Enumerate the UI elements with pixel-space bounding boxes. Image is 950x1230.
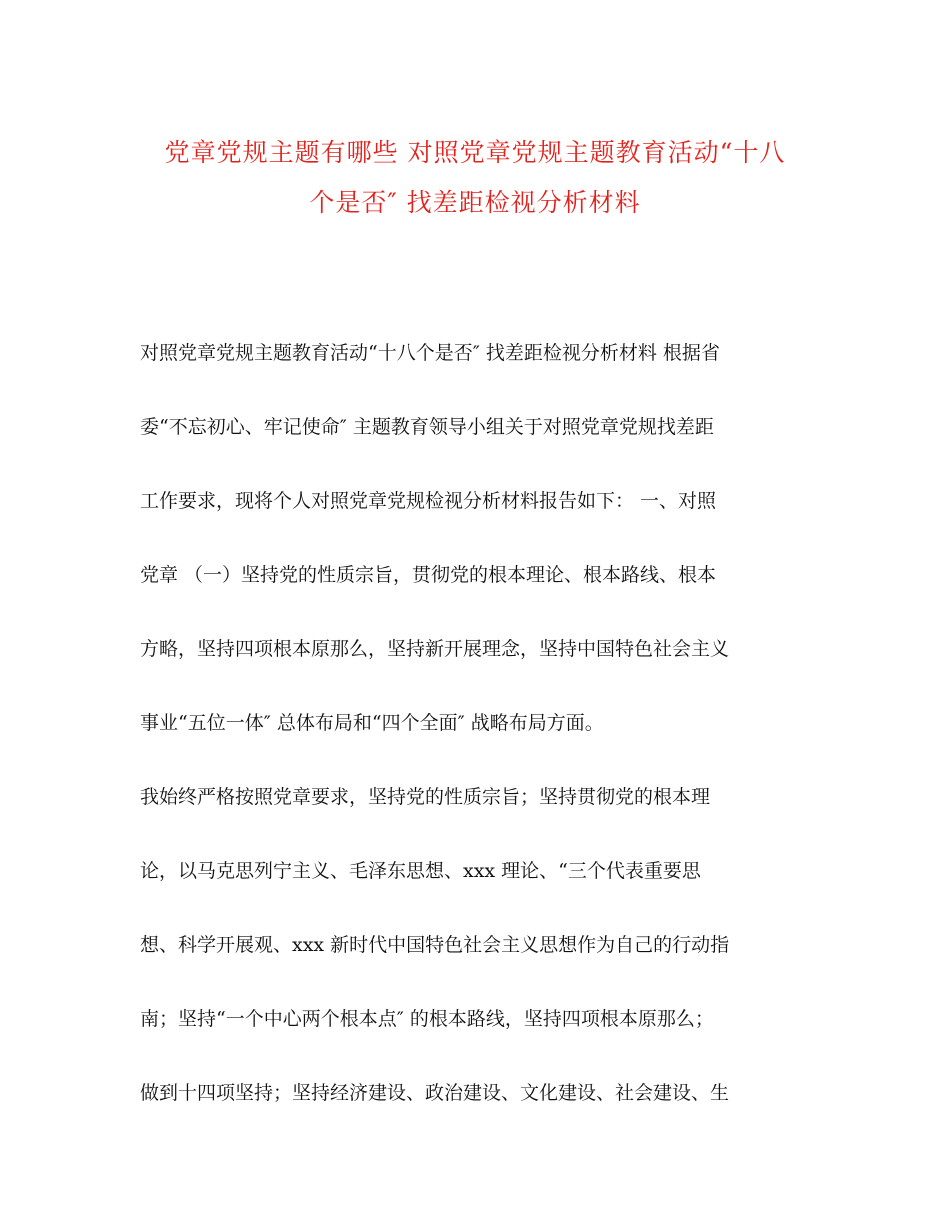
body-line-2: 委“不忘初心、牢记使命″ 主题教育领导小组关于对照党章党规找差距: [140, 416, 714, 438]
body-line-6: 事业“五位一体″ 总体布局和“四个全面″ 战略布局方面。: [140, 712, 604, 734]
body-line-4: 党章 （一）坚持党的性质宗旨，贯彻党的根本理论、根本路线、根本: [140, 564, 717, 586]
body-line-9: 想、科学开展观、xxx 新时代中国特色社会主义思想作为自己的行动指: [140, 934, 730, 956]
title-line-1: 党章党规主题有哪些 对照党章党规主题教育活动“十八: [164, 138, 786, 167]
body-line-3: 工作要求，现将个人对照党章党规检视分析材料报告如下： 一、对照: [140, 490, 717, 512]
body-line-11: 做到十四项坚持；坚持经济建设、政治建设、文化建设、社会建设、生: [140, 1082, 730, 1104]
body-line-10: 南；坚持“一个中心两个根本点″ 的根本路线，坚持四项根本原那么；: [140, 1008, 714, 1030]
body-line-5: 方略，坚持四项根本原那么，坚持新开展理念，坚持中国特色社会主义: [140, 638, 730, 660]
document-title: [120, 128, 830, 228]
body-line-7: 我始终严格按照党章要求，坚持党的性质宗旨；坚持贯彻党的根本理: [140, 786, 711, 808]
body-line-8: 论，以马克思列宁主义、毛泽东思想、xxx 理论、“三个代表重要思: [140, 860, 701, 882]
title-line-2: 个是否″ 找差距检视分析材料: [309, 188, 641, 217]
body-line-1: 对照党章党规主题教育活动“十八个是否″ 找差距检视分析材料 根据省: [140, 342, 720, 364]
